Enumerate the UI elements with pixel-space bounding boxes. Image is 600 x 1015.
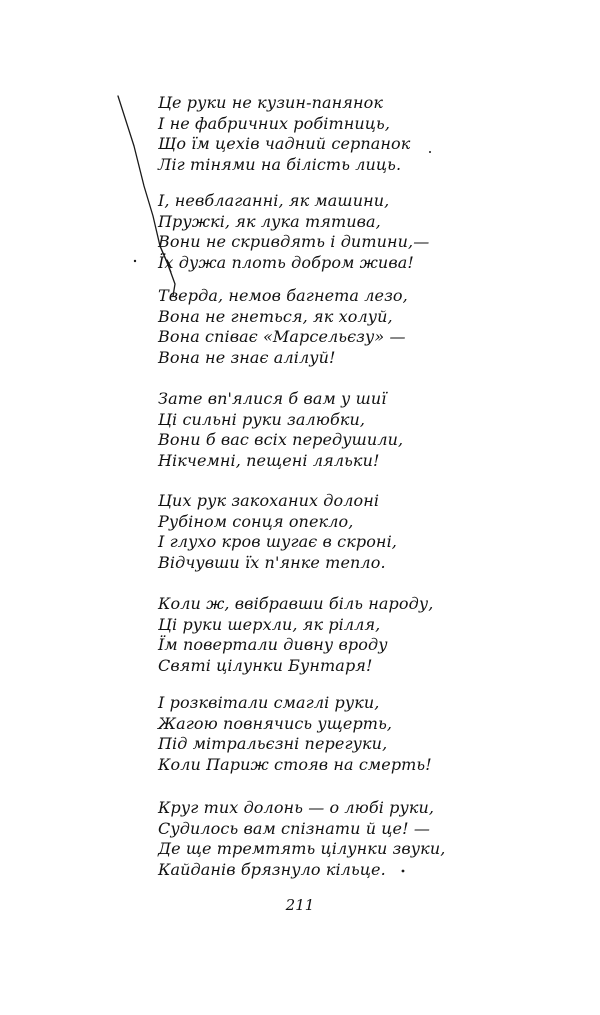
verse-line: І не фабричних робітниць, <box>158 113 391 133</box>
stanza-7 <box>158 693 558 775</box>
stanza-4 <box>158 389 558 471</box>
verse-line: Вона не знає алілуй! <box>158 347 336 367</box>
ink-dot <box>134 260 136 262</box>
verse-line: Що їм цехів чадний серпанок <box>158 134 411 153</box>
verse-line: Ліг тінями на білість лиць. <box>158 154 402 174</box>
verse-line: Цих рук закоханих долоні <box>158 491 380 510</box>
verse-line: Під мітральєзні перегуки, <box>158 734 388 753</box>
verse-line: Коли Париж стояв на смерть! <box>158 754 432 774</box>
verse-line: Їх дужа плоть добром жива! <box>158 252 414 272</box>
verse-line: Їм повертали дивну вроду <box>158 635 388 654</box>
verse-line: І глухо кров шугає в скроні, <box>158 532 397 551</box>
stanza-6 <box>158 594 558 676</box>
verse-line: Коли ж, ввібравши біль народу, <box>158 594 434 613</box>
stanza-1 <box>158 93 558 175</box>
verse-line: Ці руки шерхли, як рілля, <box>158 614 381 634</box>
stanza-3 <box>158 286 558 368</box>
verse-line: Де ще тремтять цілунки звуки, <box>158 839 446 858</box>
verse-line: І розквітали смаглі руки, <box>158 693 380 712</box>
stanza-8 <box>158 798 558 880</box>
verse-line: Нікчемні, пещені ляльки! <box>158 450 380 470</box>
verse-line: Це руки не кузин-панянок <box>158 93 383 112</box>
verse-line: Пружкі, як лука тятива, <box>158 211 381 231</box>
verse-line: Ці сильні руки залюбки, <box>158 409 366 429</box>
verse-line: Вона не гнеться, як холуй, <box>158 306 393 326</box>
verse-line: Святі цілунки Бунтаря! <box>158 655 373 675</box>
verse-line: І, невблаганні, як машини, <box>158 191 390 210</box>
verse-line: Вони не скривдять і дитини,— <box>158 232 430 251</box>
verse-line: Судилось вам спізнати й це! — <box>158 818 430 838</box>
verse-line: Тверда, немов багнета лезо, <box>158 286 408 305</box>
verse-line: Жагою повнячись ущерть, <box>158 713 393 733</box>
stanza-5 <box>158 491 558 573</box>
verse-line: Рубіном сонця опекло, <box>158 511 354 531</box>
stanza-2 <box>158 191 558 273</box>
page-number: 211 <box>285 896 315 914</box>
verse-line: Зате вп'ялися б вам у шиї <box>158 389 387 408</box>
verse-line: Вони б вас всіх передушили, <box>158 430 404 449</box>
verse-line: Вона співає «Марсельєзу» — <box>158 327 406 346</box>
verse-line: Відчувши їх п'янке тепло. <box>158 552 386 572</box>
verse-line: Кайданів брязнуло кільце. <box>158 859 386 879</box>
verse-line: Круг тих долонь — о любі руки, <box>158 798 435 817</box>
